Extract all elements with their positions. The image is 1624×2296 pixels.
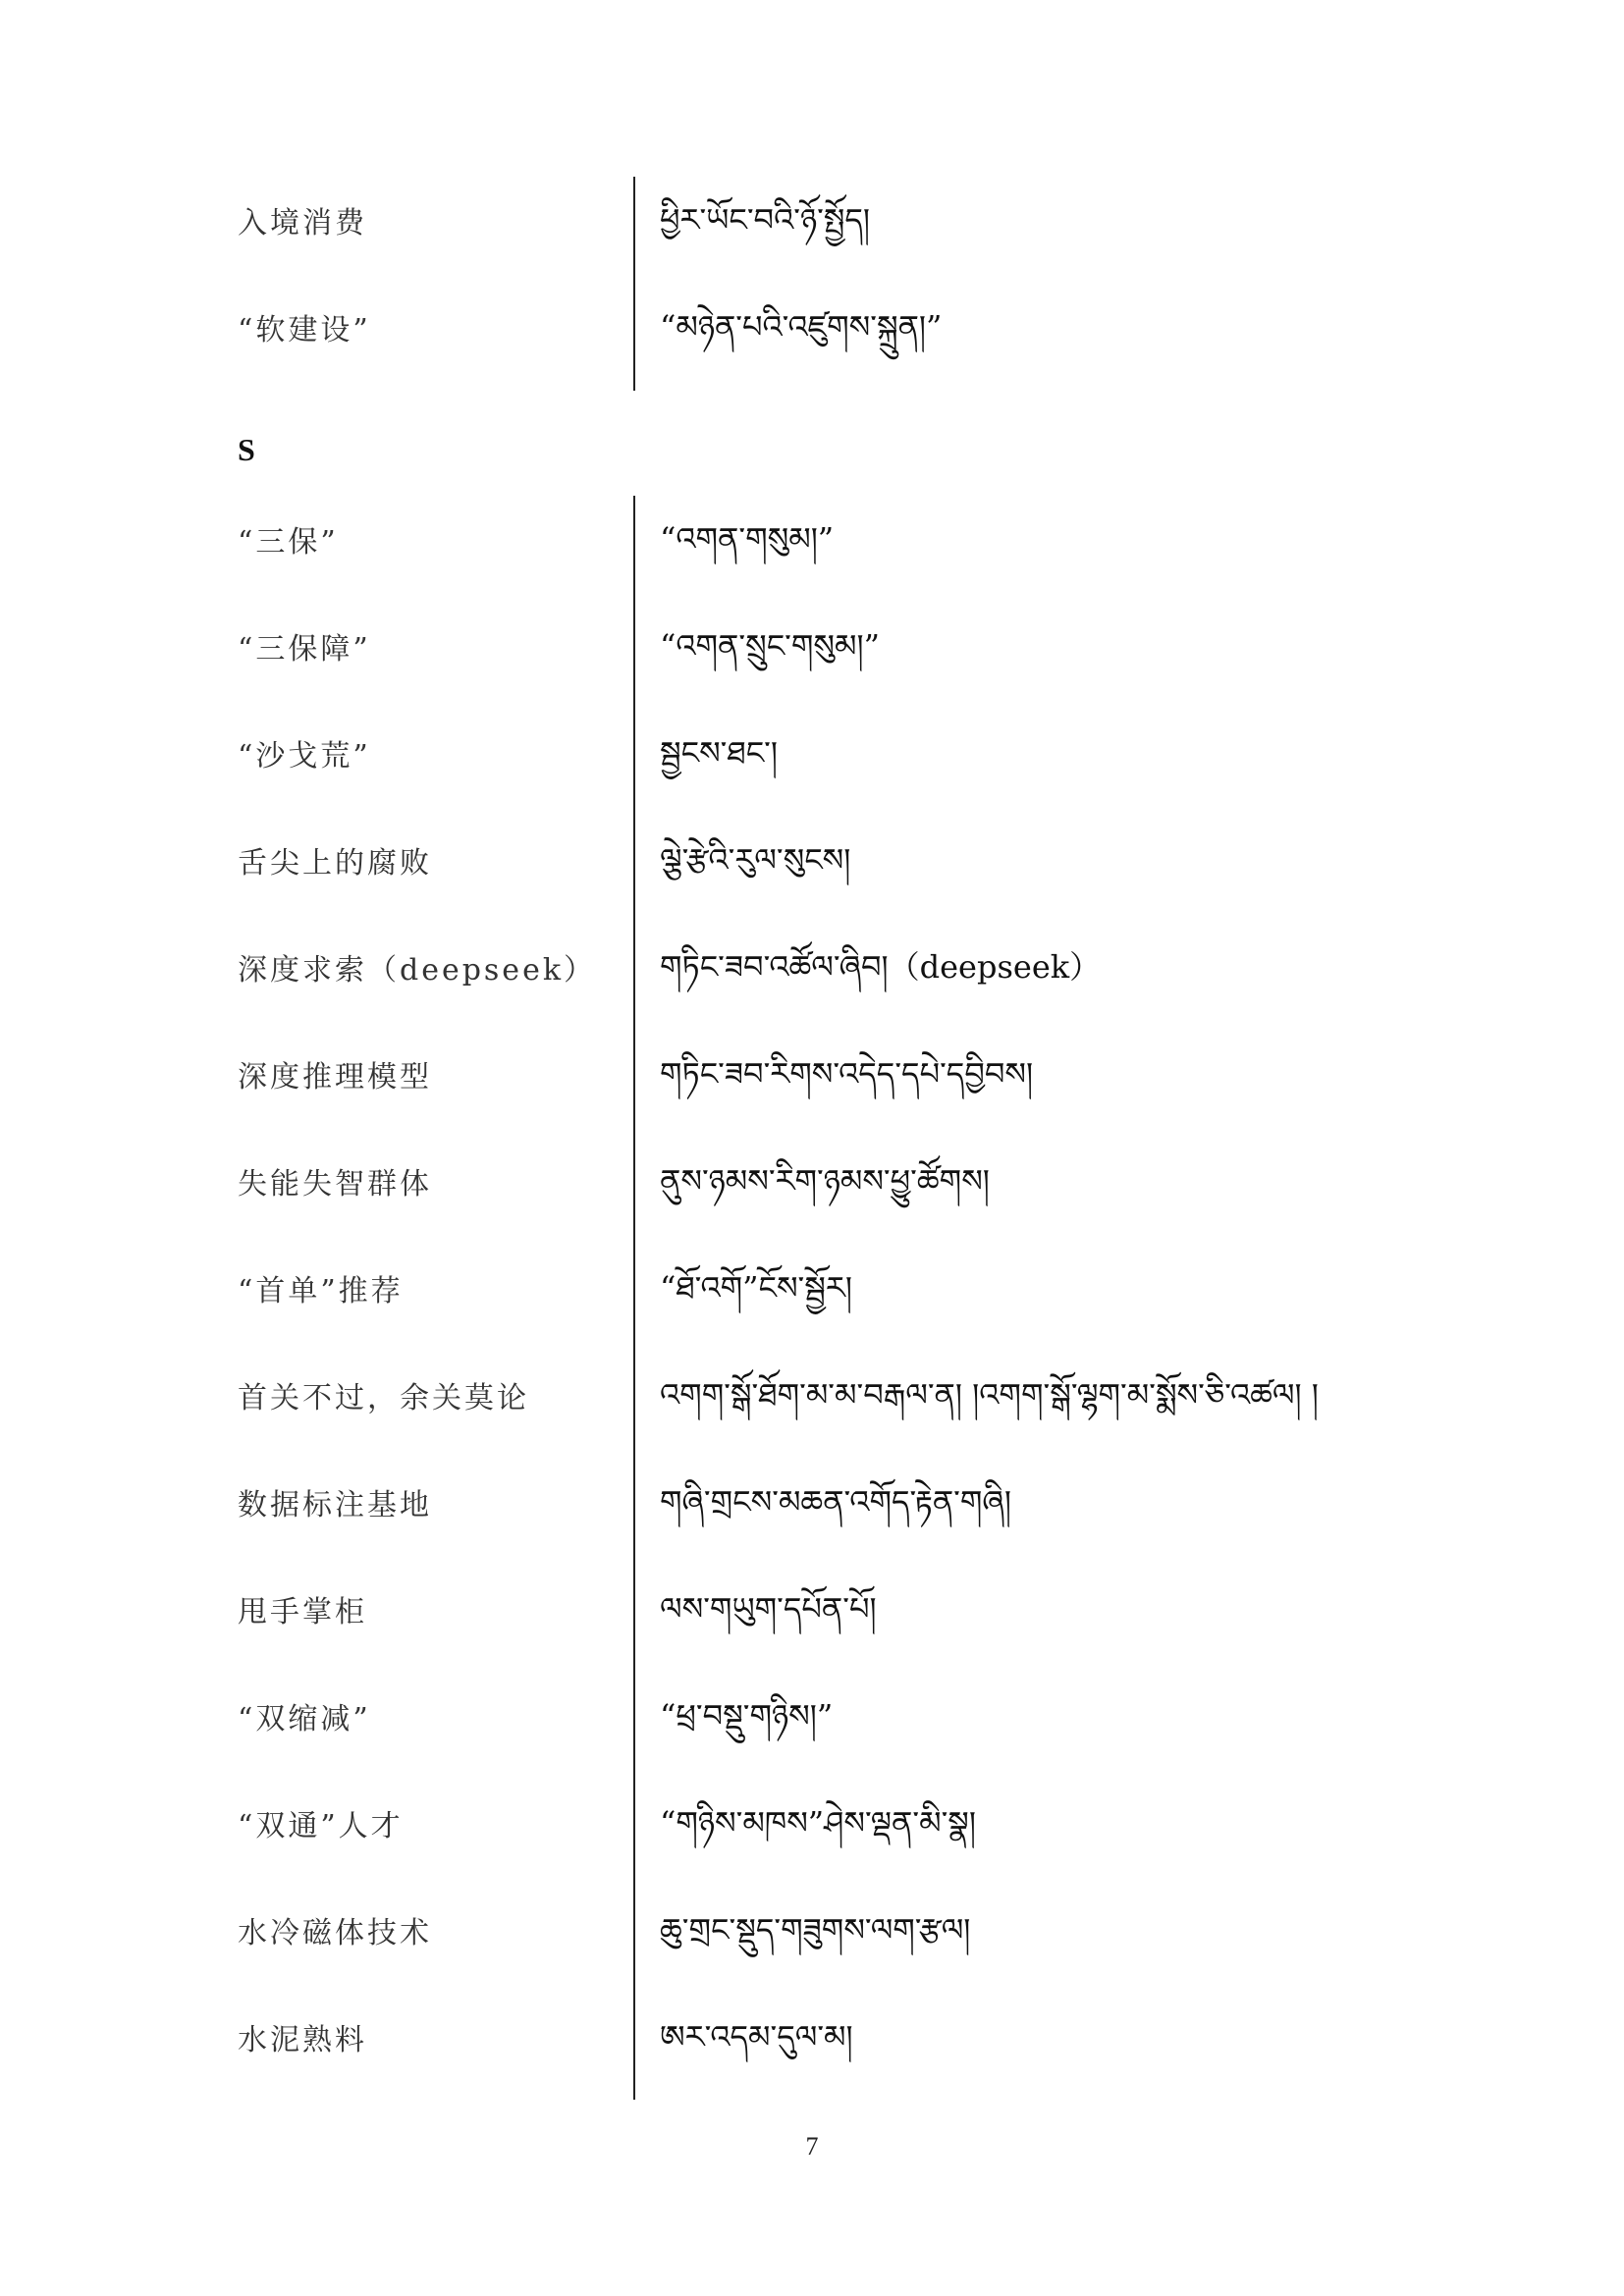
glossary-entry (0, 177, 1624, 284)
tibetan-term: ཕྱིར་ཡོང་བའི་ཉོ་སྤྱོད། (660, 201, 871, 239)
chinese-term: 首关不过，余关莫论 (238, 1381, 529, 1415)
chinese-term: “软建设” (238, 313, 371, 347)
glossary-entry (0, 1780, 1624, 1887)
tibetan-term: “འགན་སྲུང་གསུམ།” (660, 627, 880, 665)
glossary-entry (0, 1994, 1624, 2101)
chinese-term: 深度求索（deepseek） (238, 953, 596, 988)
tibetan-term: ཆུ་གྲང་སྡུད་གཟུགས་ལག་རྩལ། (660, 1911, 971, 1949)
tibetan-term: ཨར་འདམ་དུལ་མ། (660, 2018, 853, 2056)
tibetan-term: “ཐོ་འགོ”ངོས་སྦྱོར། (660, 1269, 852, 1307)
chinese-term: 水泥熟料 (238, 2023, 367, 2057)
page-number: 7 (805, 2132, 819, 2161)
tibetan-term: ལས་གཡུག་དཔོན་པོ། (660, 1590, 877, 1628)
glossary-entry (0, 284, 1624, 391)
chinese-term: 深度推理模型 (238, 1060, 432, 1095)
glossary-entry (0, 924, 1624, 1031)
glossary-entry (0, 603, 1624, 710)
chinese-term: 水冷磁体技术 (238, 1916, 432, 1950)
glossary-entry (0, 1887, 1624, 1994)
tibetan-term: ནུས་ཉམས་རིག་ཉམས་ཕྱུ་ཚོགས། (660, 1162, 990, 1200)
glossary-entry (0, 710, 1624, 817)
glossary-entry (0, 1673, 1624, 1780)
chinese-term: “首单”推荐 (238, 1274, 404, 1308)
chinese-term: 数据标注基地 (238, 1488, 432, 1522)
tibetan-term: སྦྱངས་ཐང་། (660, 734, 779, 772)
glossary-entry (0, 1566, 1624, 1673)
section-letter-heading: S (238, 432, 255, 467)
glossary-entry (0, 1138, 1624, 1245)
chinese-term: 甩手掌柜 (238, 1595, 367, 1629)
glossary-entry (0, 1352, 1624, 1459)
glossary-section-s (0, 496, 1624, 2101)
chinese-term: “沙戈荒” (238, 739, 371, 774)
tibetan-term: “མཉེན་པའི་འཛུགས་སྐྲུན།” (660, 308, 943, 346)
glossary-section-continued (0, 177, 1624, 391)
tibetan-term: གཏིང་ཟབ་འཚོལ་ཞིབ།（deepseek） (660, 948, 1102, 986)
tibetan-term: “ཕྲ་བསྡུ་གཉིས།” (660, 1697, 834, 1735)
glossary-entry (0, 1031, 1624, 1138)
tibetan-term: གཏིང་ཟབ་རིགས་འདེད་དཔེ་དབྱིབས། (660, 1055, 1034, 1093)
tibetan-term: ལྕེ་རྩེའི་རུལ་སུངས། (660, 841, 851, 879)
chinese-term: “三保障” (238, 632, 371, 667)
chinese-term: “双通”人才 (238, 1809, 404, 1843)
tibetan-term: “འགན་གསུམ།” (660, 520, 835, 558)
tibetan-term: གཞི་གྲངས་མཆན་འགོད་རྟེན་གཞི། (660, 1483, 1011, 1521)
glossary-entry (0, 817, 1624, 924)
tibetan-term: “གཉིས་མཁས”ཤེས་ལྡན་མི་སྣ། (660, 1804, 976, 1842)
chinese-term: 入境消费 (238, 206, 367, 240)
tibetan-term: འགག་སྒོ་ཐོག་མ་མ་བརྒལ་ན། །འགག་སྒོ་ལྷག་མ་སྨོས་ཅི་འཚལ། ། (660, 1376, 1319, 1414)
chinese-term: 失能失智群体 (238, 1167, 432, 1201)
chinese-term: “三保” (238, 525, 339, 560)
glossary-entry (0, 1459, 1624, 1566)
glossary-entry (0, 1245, 1624, 1352)
glossary-entry (0, 496, 1624, 603)
chinese-term: 舌尖上的腐败 (238, 846, 432, 881)
chinese-term: “双缩减” (238, 1702, 371, 1736)
